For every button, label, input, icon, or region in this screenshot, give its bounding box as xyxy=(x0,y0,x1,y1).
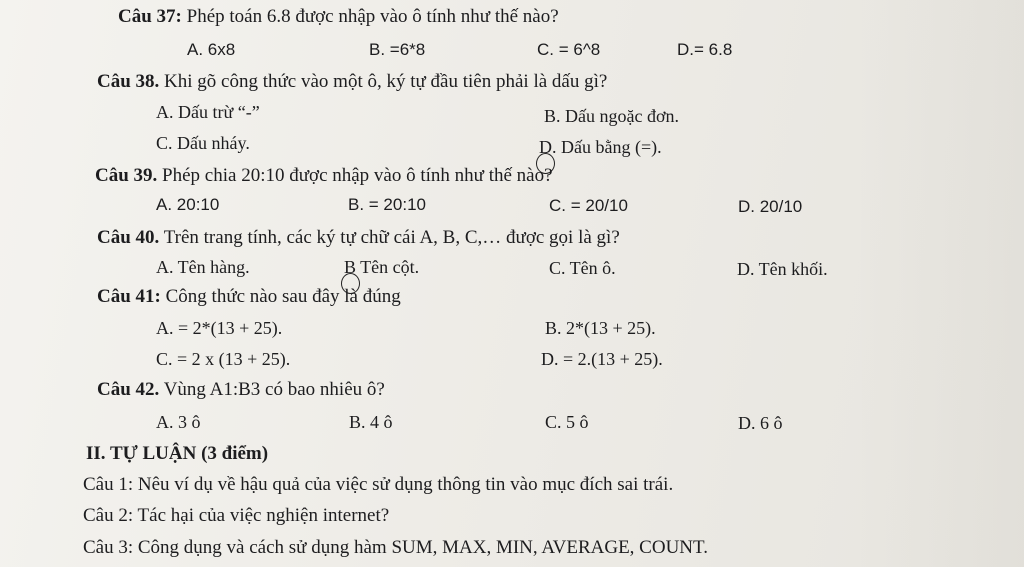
bleed-through-shadow xyxy=(854,0,1024,567)
essay-question-2: Câu 2: Tác hại của việc nghiện internet? xyxy=(83,505,390,526)
q41-option-a: A. = 2*(13 + 25). xyxy=(156,318,283,338)
question-41-number: Câu 41: xyxy=(97,286,161,307)
question-37-number: Câu 37: xyxy=(118,6,182,27)
q40-option-d: D. Tên khối. xyxy=(737,259,828,279)
question-40 xyxy=(97,227,620,249)
question-41 xyxy=(97,286,401,308)
q39-option-d: D. 20/10 xyxy=(738,197,803,216)
question-42-number: Câu 42. xyxy=(97,379,160,400)
question-39-number: Câu 39. xyxy=(95,165,158,186)
q38-option-d-label: D. Dấu bằng (=). xyxy=(539,137,662,157)
question-37-text: Phép toán 6.8 được nhập vào ô tính như thế nào? xyxy=(181,6,559,27)
essay-question-3: Câu 3: Công dụng và cách sử dụng hàm SUM, MAX, MIN, AVERAGE, COUNT. xyxy=(83,537,708,558)
question-39 xyxy=(95,165,553,187)
q38-option-c: C. Dấu nháy. xyxy=(156,133,250,153)
q41-option-d: D. = 2.(13 + 25). xyxy=(541,349,663,369)
essay-question-1: Câu 1: Nêu ví dụ về hậu quả của việc sử dụng thông tin vào mục đích sai trái. xyxy=(83,474,674,495)
question-37 xyxy=(118,6,559,28)
q40-option-a: A. Tên hàng. xyxy=(156,257,250,277)
question-38-text: Khi gõ công thức vào một ô, ký tự đầu tiên phải là dấu gì? xyxy=(159,71,608,92)
q37-option-c: C. = 6^8 xyxy=(537,40,601,59)
q37-option-a: A. 6x8 xyxy=(187,40,236,59)
q37-option-d: D.= 6.8 xyxy=(677,40,733,59)
question-42 xyxy=(97,379,385,401)
question-41-text: Công thức nào sau đây là đúng xyxy=(160,286,401,307)
q38-option-d xyxy=(539,136,662,158)
q38-option-a: A. Dấu trừ “-” xyxy=(156,102,260,122)
q41-option-b: B. 2*(13 + 25). xyxy=(545,318,656,338)
section-heading: II. TỰ LUẬN (3 điểm) xyxy=(86,443,269,464)
q42-option-a: A. 3 ô xyxy=(156,412,201,432)
q41-option-c: C. = 2 x (13 + 25). xyxy=(156,349,291,369)
q39-option-b: B. = 20:10 xyxy=(348,195,426,214)
q42-option-b: B. 4 ô xyxy=(349,412,393,432)
q42-option-d: D. 6 ô xyxy=(738,413,783,433)
question-40-number: Câu 40. xyxy=(97,227,160,248)
question-38-number: Câu 38. xyxy=(97,71,160,92)
q40-option-c: C. Tên ô. xyxy=(549,258,616,278)
q37-option-b: B. =6*8 xyxy=(369,40,426,59)
q39-option-c: C. = 20/10 xyxy=(549,196,628,215)
question-38 xyxy=(97,71,607,93)
q39-option-a: A. 20:10 xyxy=(156,195,220,214)
question-40-text: Trên trang tính, các ký tự chữ cái A, B, C,… được gọi là gì? xyxy=(159,227,620,248)
q40-option-b-label: B Tên cột. xyxy=(344,257,420,277)
q40-option-b xyxy=(344,256,419,278)
question-39-text: Phép chia 20:10 được nhập vào ô tính như thế nào? xyxy=(157,165,553,186)
q42-option-c: C. 5 ô xyxy=(545,412,589,432)
q38-option-b: B. Dấu ngoặc đơn. xyxy=(544,106,679,126)
question-42-text: Vùng A1:B3 có bao nhiêu ô? xyxy=(159,379,385,400)
